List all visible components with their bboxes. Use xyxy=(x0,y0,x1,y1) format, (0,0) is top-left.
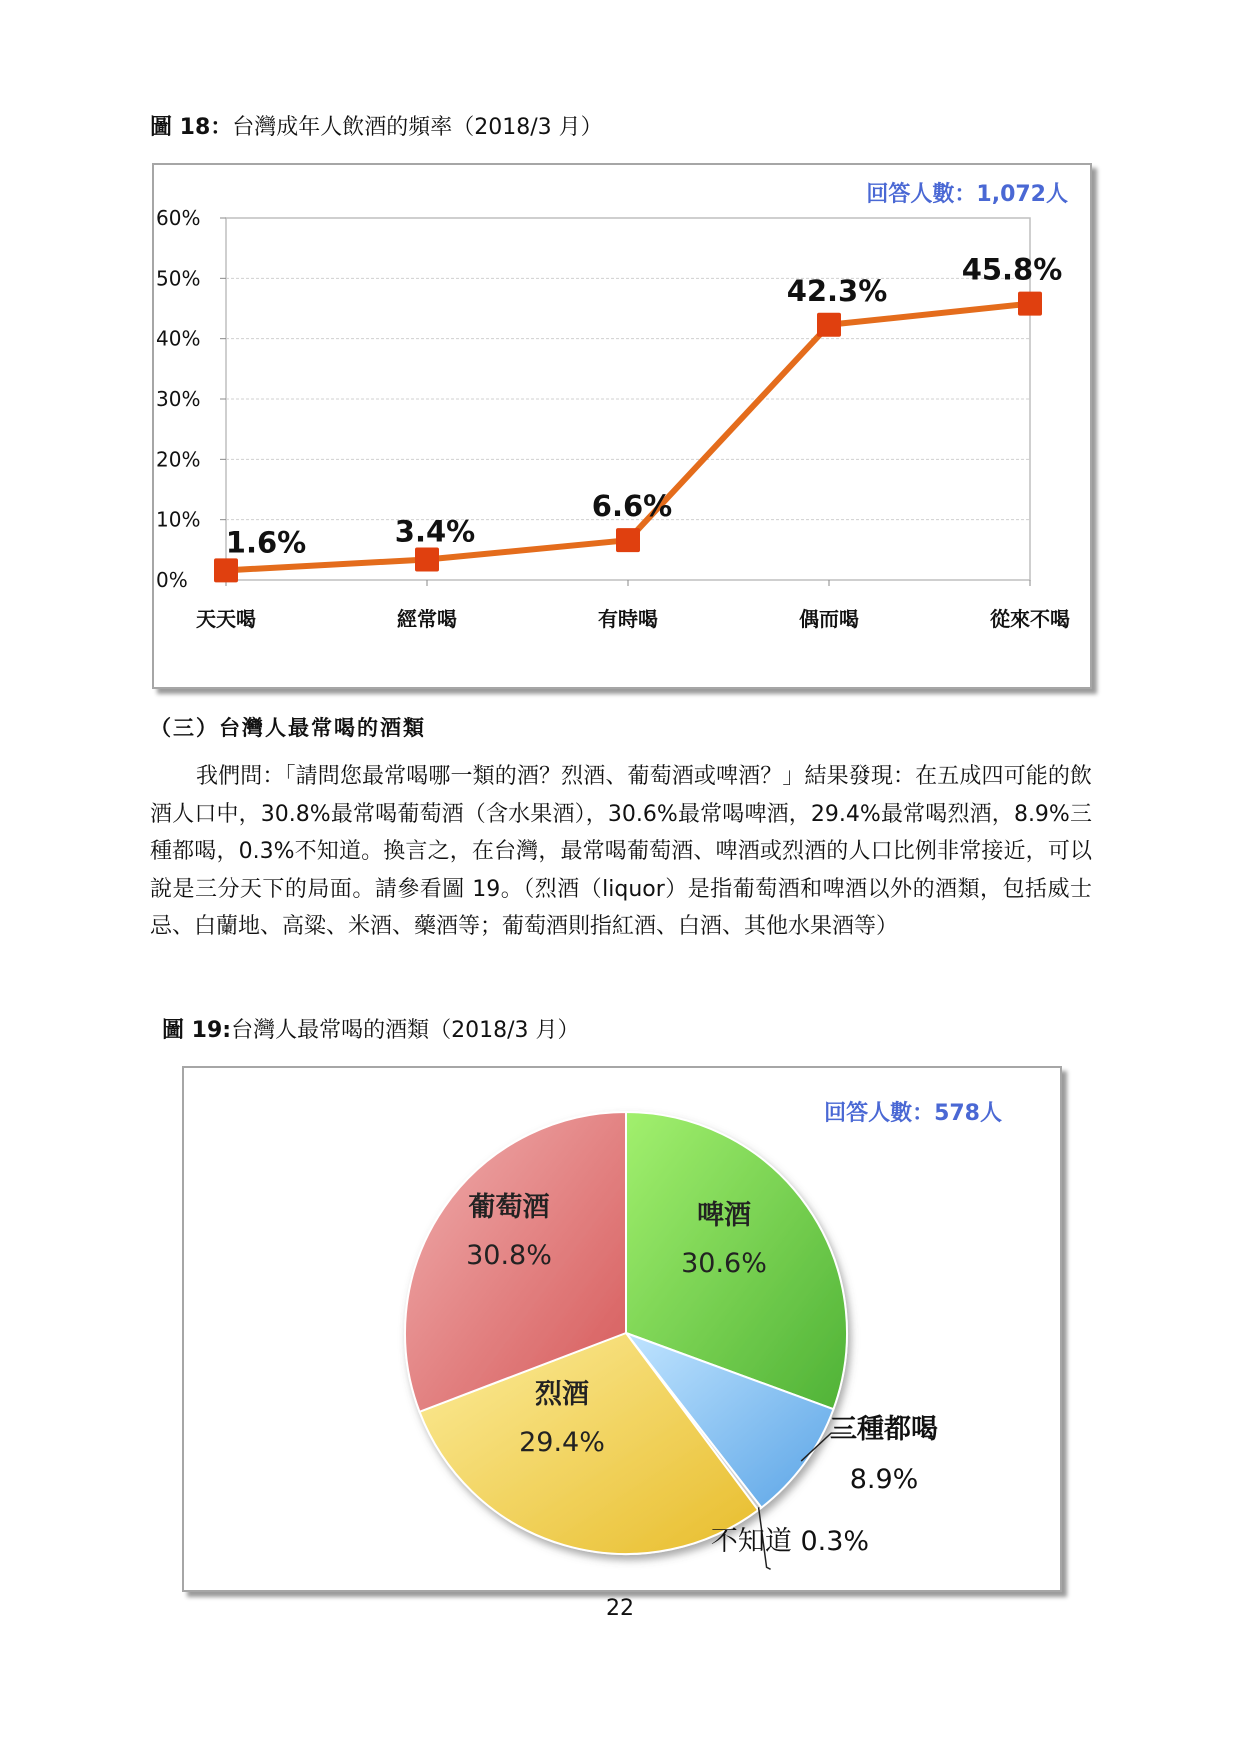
figure-19-label: 圖 19: xyxy=(162,1018,232,1043)
slice-name-label: 三種都喝 xyxy=(830,1414,938,1445)
data-point xyxy=(1018,292,1042,316)
pie-chart-svg xyxy=(184,1068,1060,1590)
section-heading: （三）台灣人最常喝的酒類 xyxy=(150,716,426,740)
slice-value-label: 不知道 0.3% xyxy=(710,1526,870,1557)
body-paragraph: 我們問：「請問您最常喝哪一類的酒？烈酒、葡萄酒或啤酒？」結果發現：在五成四可能的飲酒人口中，30.8%最常喝葡萄酒（含水果酒），30.6%最常喝啤酒，29.4%最常喝烈酒，8.9%三種都喝，0.3%不知道。換言之，在台灣，最常喝葡萄酒、啤酒或烈酒的人口比例非常接近，可以說是三分天下的局面。請參看圖 19。（烈酒（liquor）是指葡萄酒和啤酒以外的酒類，包括威士忌、白蘭地、高粱、米酒、藥酒等；葡萄酒則指紅酒、白酒、其他水果酒等） xyxy=(150,764,1092,939)
slice-value-label: 30.8% xyxy=(466,1240,552,1271)
x-tick-label: 偶而喝 xyxy=(799,607,859,631)
y-tick-label: 30% xyxy=(156,387,201,411)
data-label: 45.8% xyxy=(961,252,1063,287)
x-tick-label: 有時喝 xyxy=(598,607,658,631)
x-tick-label: 經常喝 xyxy=(397,607,457,631)
data-label: 42.3% xyxy=(786,273,888,308)
y-tick-label: 0% xyxy=(156,568,188,592)
figure-18-title xyxy=(150,110,603,141)
pie-chart-respondents: 回答人數：578人 xyxy=(824,1101,1002,1126)
slice-value-label: 29.4% xyxy=(519,1427,605,1458)
data-label: 3.4% xyxy=(394,514,476,549)
slice-value-label: 8.9% xyxy=(849,1464,919,1495)
line-chart-svg xyxy=(154,165,1090,687)
data-point xyxy=(214,558,238,582)
y-tick-label: 40% xyxy=(156,326,201,351)
figure-18-label: 圖 18： xyxy=(150,115,233,140)
slice-value-label: 30.6% xyxy=(681,1248,767,1279)
y-tick-label: 10% xyxy=(156,507,201,532)
line-chart-respondents: 回答人數：1,072人 xyxy=(866,182,1068,207)
figure-18-title-text: 台灣成年人飲酒的頻率（2018/3 月） xyxy=(232,115,603,140)
data-point xyxy=(415,547,439,571)
data-label: 1.6% xyxy=(225,525,307,560)
figure-19-title-text: 台灣人最常喝的酒類（2018/3 月） xyxy=(231,1018,580,1043)
page-number: 22 xyxy=(606,1596,634,1621)
y-tick-label: 60% xyxy=(156,206,201,230)
figure-19-title xyxy=(162,1013,579,1044)
y-tick-label: 20% xyxy=(156,447,201,472)
data-point xyxy=(817,313,841,337)
data-label: 6.6% xyxy=(591,489,673,524)
slice-name-label: 烈酒 xyxy=(535,1379,589,1410)
data-point xyxy=(616,528,640,552)
alcohol-type-chart xyxy=(182,1066,1062,1592)
pie-group xyxy=(405,1112,847,1554)
x-tick-label: 天天喝 xyxy=(196,607,256,631)
slice-name-label: 啤酒 xyxy=(697,1200,751,1231)
slice-name-label: 葡萄酒 xyxy=(468,1192,550,1223)
drinking-frequency-chart xyxy=(152,163,1092,689)
y-tick-label: 50% xyxy=(156,266,201,291)
x-tick-label: 從來不喝 xyxy=(990,607,1070,631)
